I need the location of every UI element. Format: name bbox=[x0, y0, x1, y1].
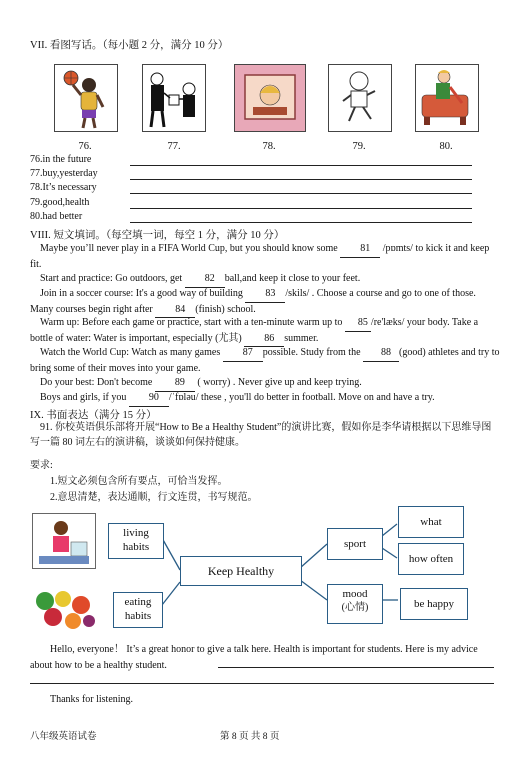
node-sport: sport bbox=[327, 528, 383, 560]
blank-88[interactable]: 88 bbox=[363, 346, 399, 362]
prompt-77: 77.buy,yesterday bbox=[30, 168, 98, 179]
picture-healthy-living bbox=[32, 513, 96, 569]
picture-running-boy bbox=[328, 64, 392, 132]
requirements-title: 要求: bbox=[30, 460, 53, 471]
picture-fruits-vegetables bbox=[33, 585, 97, 633]
blank-87[interactable]: 87 bbox=[223, 346, 263, 362]
picture-number-80: 80. bbox=[439, 141, 453, 152]
prompt-76: 76.in the future bbox=[30, 154, 92, 165]
node-be-happy: be happy bbox=[400, 588, 468, 620]
blank-83[interactable]: 83 bbox=[245, 287, 285, 303]
blank-90[interactable]: 90 bbox=[129, 391, 169, 407]
section-8-title: VIII. 短文填词。（每空填一词，每空 1 分，满分 10 分） bbox=[30, 230, 285, 241]
prompt-79: 79.good,health bbox=[30, 197, 90, 208]
requirement-2: 2.意思清楚，表达通顺，行文连贯，书写规范。 bbox=[50, 492, 258, 503]
passage-paragraph-4: Warm up: Before each game or practice, start with a ten-minute warm up to 85 /re'læks/ your body. Take a bottle of water: Water is important, especially (尤其) 86 summer. bbox=[30, 316, 500, 347]
passage-paragraph-5: Watch the World Cup: Watch as many games 87 possible. Study from the 88 (good) athletes and try to bring some of their moves into your game. bbox=[30, 347, 500, 374]
passage-paragraph-1: Maybe you’ll never play in a FIFA World Cup, but you should know some 81 /pɒmts/ to kick it and keep fit. bbox=[30, 243, 490, 270]
passage-paragraph-3: Join in a soccer course: It's a good way of building 83 /skils/ . Choose a course and go to one of those. Many courses begin right after 84 (finish) school. bbox=[30, 287, 500, 318]
blank-81[interactable]: 81 bbox=[340, 242, 380, 258]
blank-89[interactable]: 89 bbox=[155, 376, 195, 392]
essay-opening: Hello, everyone！ It’s a great honor to give a talk here. Health is important for students. Here is my advice about how to be a healthy student. bbox=[30, 644, 478, 671]
section-9-title: IX. 书面表达（满分 15 分） bbox=[30, 410, 157, 421]
footer-exam-title: 八年级英语试卷 bbox=[30, 732, 97, 742]
picture-basketball-player bbox=[54, 64, 118, 132]
requirement-1: 1.短文必须包含所有要点，可恰当发挥。 bbox=[50, 476, 228, 487]
picture-number-76: 76. bbox=[78, 141, 92, 152]
node-mood-label: mood bbox=[342, 588, 368, 600]
passage-paragraph-2: Start and practice: Go outdoors, get 82 ball,and keep it close to your feet. bbox=[30, 272, 500, 288]
section-7-title: VII. 看图写话。（每小题 2 分，满分 10 分） bbox=[30, 40, 229, 51]
passage-paragraph-6: Do your best: Don't become 89 ( worry) . Never give up and keep trying. bbox=[30, 376, 500, 392]
footer-page-number: 第 8 页 共 8 页 bbox=[220, 732, 280, 742]
essay-line-1[interactable] bbox=[218, 667, 494, 668]
picture-number-79: 79. bbox=[352, 141, 366, 152]
node-what: what bbox=[398, 506, 464, 538]
blank-82[interactable]: 82 bbox=[185, 272, 225, 288]
essay-line-2[interactable] bbox=[30, 683, 494, 684]
node-eating-habits: eating habits bbox=[113, 592, 163, 628]
writing-task: 91. 你校英语俱乐部将开展“How to Be a Healthy Student”的演讲比赛，假如你是李华请根据以下思维导图写一篇 80 词左右的演讲稿，谈谈如何保持健康。 bbox=[30, 422, 492, 448]
prompt-80: 80.had better bbox=[30, 211, 83, 222]
blank-84[interactable]: 84 bbox=[155, 303, 195, 319]
picture-shopping bbox=[142, 64, 206, 132]
blank-85[interactable]: 85 bbox=[345, 316, 371, 332]
node-how-often: how often bbox=[398, 543, 464, 575]
essay-closing: Thanks for listening. bbox=[50, 694, 134, 705]
picture-number-78: 78. bbox=[262, 141, 276, 152]
writing-line-80[interactable] bbox=[30, 211, 500, 225]
picture-girl-at-window bbox=[234, 64, 306, 132]
writing-line-79[interactable] bbox=[30, 197, 500, 211]
prompt-78: 78.It’s necessary bbox=[30, 182, 97, 193]
picture-number-77: 77. bbox=[167, 141, 181, 152]
writing-line-78[interactable] bbox=[30, 182, 500, 196]
passage-paragraph-7: Boys and girls, if you 90 /ˈfɒləu/ these , you'll do better in football. Move on and have a try. bbox=[30, 391, 500, 407]
node-keep-healthy: Keep Healthy bbox=[180, 556, 302, 586]
node-living-habits: living habits bbox=[108, 523, 164, 559]
writing-line-77[interactable] bbox=[30, 168, 500, 182]
blank-86[interactable]: 86 bbox=[244, 332, 284, 348]
node-mood bbox=[327, 584, 383, 624]
node-mood-chinese: (心情) bbox=[341, 602, 369, 613]
picture-tired-person-sofa bbox=[415, 64, 479, 132]
writing-line-76[interactable] bbox=[30, 154, 500, 168]
